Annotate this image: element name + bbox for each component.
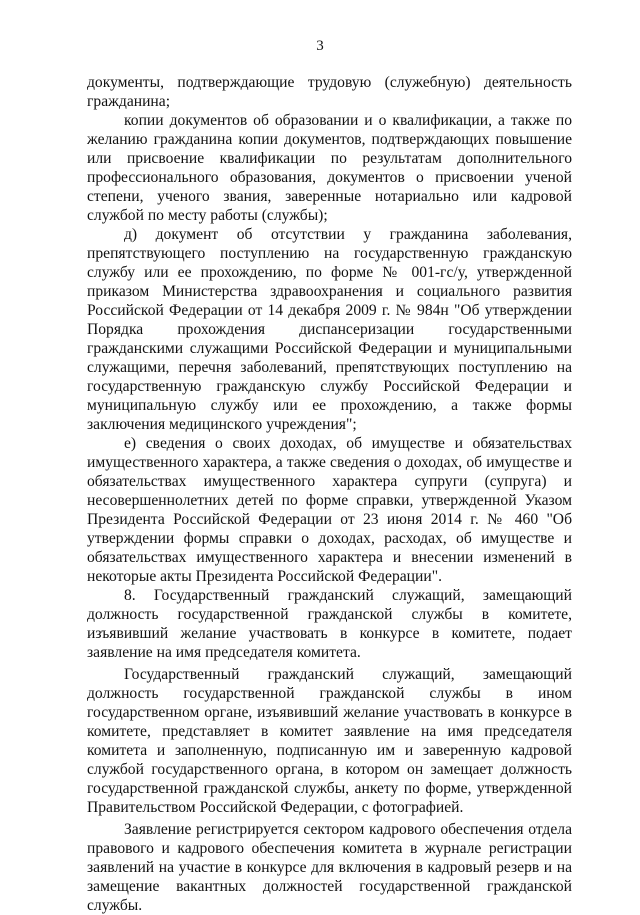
paragraph-item-d: д) документ об отсутствии у гражданина заболевания, препятствующего поступлению на государственную гражданскую службу или ее прохождению, по форме № 001-гс/у, утвержденной приказом Министерства здравоохранения и социального развития Российской Федерации от 14 декабря 2009 г. № 984н "Об утверждении Порядка прохождения диспансеризации государственными гражданскими служащими Российской Федерации и муниципальными служащими, перечня заболеваний, препятствующих поступлению на государственную гражданскую службу Российской Федерации и муниципальную службу или ее прохождению, а также формы заключения медицинского учреждения"; — [87, 226, 572, 433]
paragraph-continuation: документы, подтверждающие трудовую (служебную) деятельность гражданина; — [87, 74, 572, 110]
paragraph-other-body-servant: Государственный гражданский служащий, замещающий должность государственной гражданской службы в ином государственном органе, изъявивший желание участвовать в конкурсе в комитете, представляет в комитет заявление на имя председателя комитета и заполненную, подписанную им и заверенную кадровой службой государственного органа, в котором он замещает должность государственной гражданской службы, анкету по форме, утвержденной Правительством Российской Федерации, с фотографией. — [87, 666, 572, 816]
paragraph-section-8: 8. Государственный гражданский служащий, замещающий должность государственной гражданской службы в комитете, изъявивший желание участвовать в конкурсе в комитете, подает заявление на имя председателя комитета. — [87, 587, 572, 661]
page-number: 3 — [316, 38, 324, 54]
paragraph-registration: Заявление регистрируется сектором кадрового обеспечения отдела правового и кадрового обеспечения комитета в журнале регистрации заявлений на участие в конкурсе для включения в кадровый резерв и на замещение вакантных должностей государственной гражданской службы. — [87, 821, 572, 914]
paragraph-education-copies: копии документов об образовании и о квалификации, а также по желанию гражданина копии документов, подтверждающих повышение или присвоение квалификации по результатам дополнительного профессионального образования, документов о присвоении ученой степени, ученого звания, заверенные нотариально или кадровой службой по месту работы (службы); — [87, 112, 572, 224]
paragraph-item-e: е) сведения о своих доходах, об имуществе и обязательствах имущественного характера, а также сведения о доходах, об имуществе и обязательствах имущественного характера супруги (супруга) и несовершеннолетних детей по форме справки, утвержденной Указом Президента Российской Федерации от 23 июня 2014 г. № 460 "Об утверждении формы справки о доходах, расходах, об имуществе и обязательствах имущественного характера и внесении изменений в некоторые акты Президента Российской Федерации". — [87, 435, 572, 585]
body-text — [87, 73, 572, 915]
